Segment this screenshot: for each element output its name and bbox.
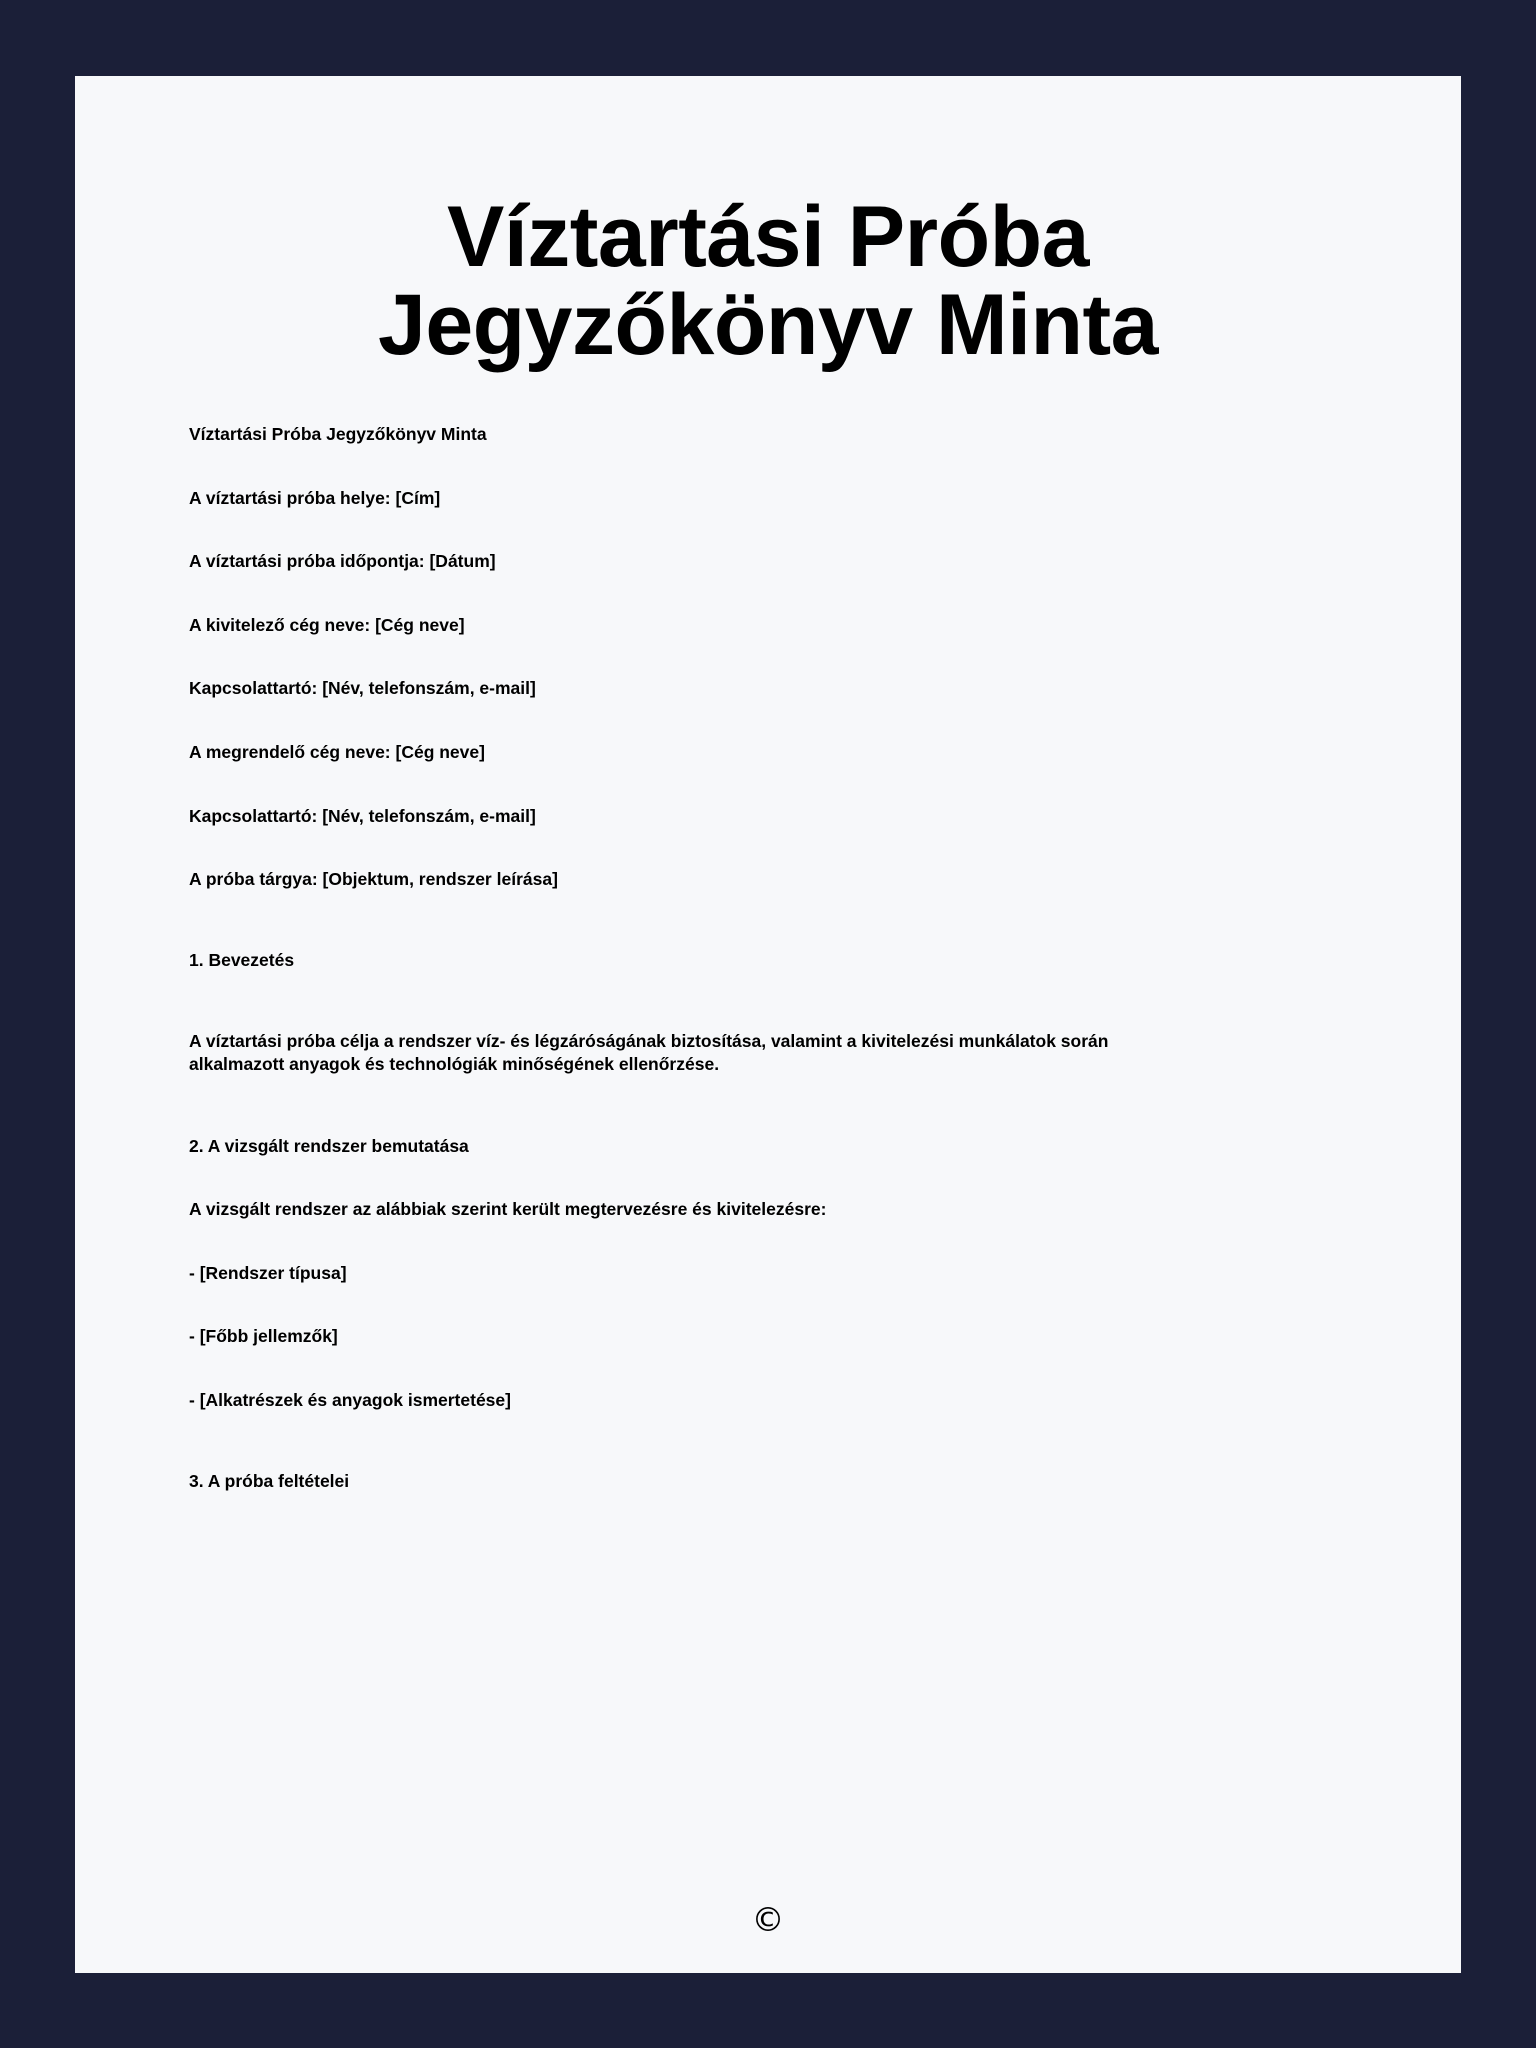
section-1-heading: 1. Bevezetés (189, 950, 295, 971)
test-date-text: A víztartási próba időpontja: [Dátum] (189, 551, 496, 572)
page-title-line-1: Víztartási Próba (447, 189, 1089, 285)
section-2-intro: A vizsgált rendszer az alábbiak szerint került megtervezésre és kivitelezésre: (189, 1199, 827, 1220)
page-title (75, 189, 1461, 373)
bullet-components: - [Alkatrészek és anyagok ismertetése] (189, 1389, 511, 1410)
test-location-text: A víztartási próba helye: [Cím] (189, 487, 441, 508)
contractor-contact-text: Kapcsolattartó: [Név, telefonszám, e-mail] (189, 678, 536, 699)
document-page (75, 76, 1461, 1973)
doc-heading-text: Víztartási Próba Jegyzőkönyv Minta (189, 424, 487, 444)
section-2-heading: 2. A vizsgált rendszer bemutatása (189, 1135, 469, 1156)
test-subject-text: A próba tárgya: [Objektum, rendszer leírása] (189, 869, 558, 890)
client-contact-text: Kapcsolattartó: [Név, telefonszám, e-mail] (189, 805, 536, 826)
client-name-text: A megrendelő cég neve: [Cég neve] (189, 741, 485, 762)
bullet-features: - [Főbb jellemzők] (189, 1326, 338, 1347)
document-body (189, 423, 1199, 1493)
section-1-body: A víztartási próba célja a rendszer víz- és légzáróságának biztosítása, valamint a kivitelezési munkálatok során alkalmazott anyagok és technológiák minőségének ellenőrzése. (189, 1031, 1109, 1075)
contractor-name-text: A kivitelező cég neve: [Cég neve] (189, 614, 465, 635)
copyright-icon: © (751, 1900, 785, 1939)
bullet-system-type: - [Rendszer típusa] (189, 1262, 347, 1283)
section-3-heading: 3. A próba feltételei (189, 1471, 350, 1491)
page-title-line-2: Jegyzőkönyv Minta (377, 276, 1159, 373)
